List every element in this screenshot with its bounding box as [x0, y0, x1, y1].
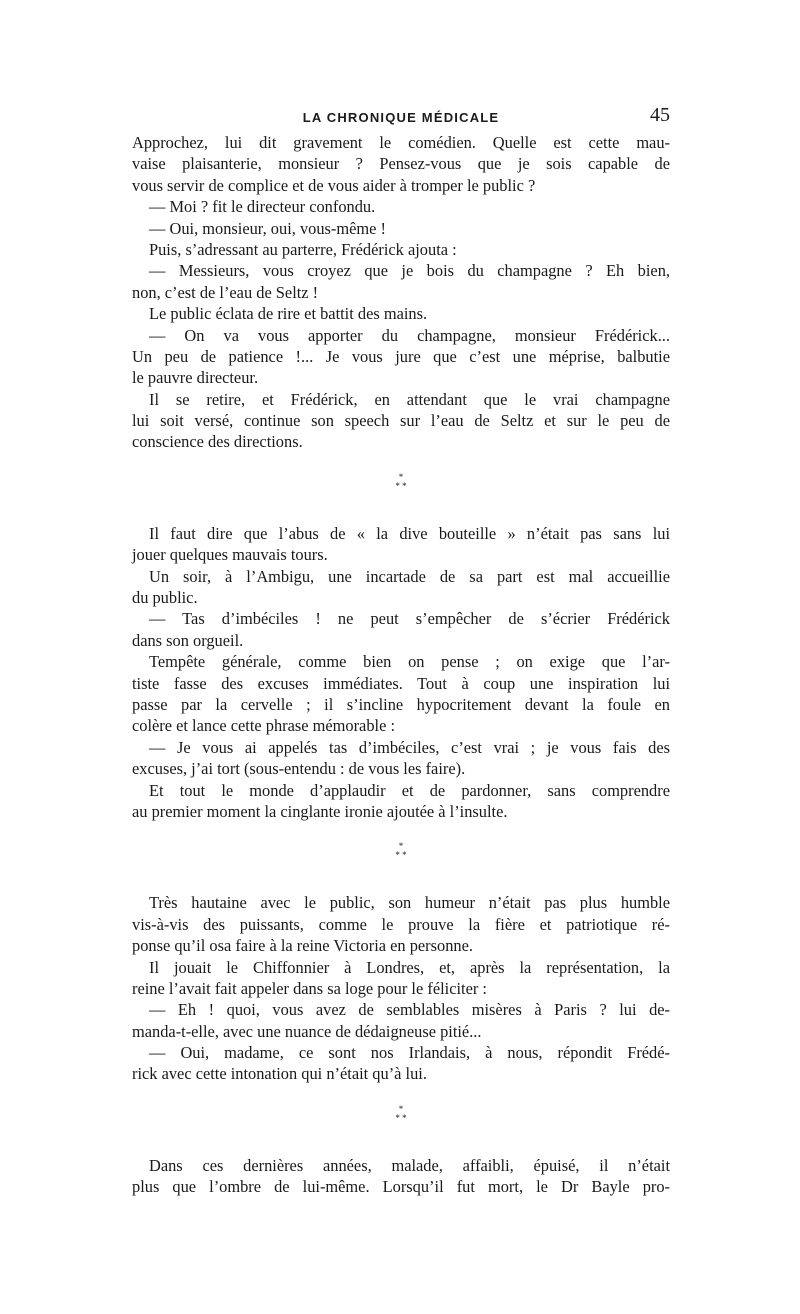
text-line: le pauvre directeur. [132, 368, 259, 388]
text-line: — Je vous ai appelés tas d’imbéciles, c’est vrai ; je vous fais des [149, 737, 670, 757]
text-line: Approchez, lui dit gravement le comédien. Quelle est cette mau- [132, 133, 670, 152]
text-line: — On va vous apporter du champagne, monsieur Frédérick... [149, 325, 670, 345]
running-title: LA CHRONIQUE MÉDICALE [302, 110, 500, 125]
text-line: — Tas d’imbéciles ! ne peut s’empêcher de s’écrier Frédérick [149, 609, 670, 629]
text-line: Un peu de patience !... Je vous jure que c’est une méprise, balbutie [132, 346, 670, 366]
text-line: ponse qu’il osa faire à la reine Victoria en personne. [132, 936, 473, 956]
text-line: conscience des directions. [132, 432, 303, 452]
asterism-bottom: * * [395, 1112, 407, 1123]
text-line: Très hautaine avec le public, son humeur n’était pas plus humble [149, 893, 670, 913]
text-line: Dans ces dernières années, malade, affaibli, épuisé, il n’était [149, 1155, 670, 1175]
text-line: au premier moment la cinglante ironie ajoutée à l’insulte. [132, 801, 508, 821]
text-line: non, c’est de l’eau de Seltz ! [132, 282, 319, 302]
asterism-bottom: * * [395, 480, 407, 491]
text-line: Puis, s’adressant au parterre, Frédérick ajouta : [149, 239, 457, 259]
text-section [132, 132, 670, 453]
section-break-asterism [132, 463, 670, 505]
text-line: lui soit versé, continue son speech sur l’eau de Seltz et sur le peu de [132, 411, 670, 431]
text-line: Il se retire, et Frédérick, en attendant que le vrai champagne [149, 389, 670, 409]
section-break-asterism [132, 1095, 670, 1137]
text-line: reine l’avait fait appeler dans sa loge pour le féliciter : [132, 978, 487, 998]
text-line: vous servir de complice et de vous aider à tromper le public ? [132, 175, 536, 195]
text-line: colère et lance cette phrase mémorable : [132, 716, 396, 736]
page-number: 45 [650, 104, 670, 126]
text-line: vis-à-vis des puissants, comme le prouve la fière et patriotique ré- [132, 914, 670, 934]
text-line: Il jouait le Chiffonnier à Londres, et, après la représentation, la [149, 957, 670, 977]
text-section [132, 892, 670, 1085]
text-line: Le public éclata de rire et battit des mains. [149, 304, 428, 324]
asterism-top: * [398, 471, 404, 482]
asterism-top: * [398, 841, 404, 852]
running-head [132, 104, 670, 132]
text-line: jouer quelques mauvais tours. [132, 545, 328, 565]
text-line: — Oui, madame, ce sont nos Irlandais, à nous, répondit Frédé- [149, 1043, 670, 1063]
text-line: Et tout le monde d’applaudir et de pardonner, sans comprendre [149, 780, 670, 800]
text-line: plus que l’ombre de lui-même. Lorsqu’il fut mort, le Dr Bayle pro- [132, 1177, 670, 1197]
asterism-bottom: * * [395, 850, 407, 861]
text-line: Il faut dire que l’abus de « la dive bouteille » n’était pas sans lui [149, 523, 670, 543]
text-line: — Eh ! quoi, vous avez de semblables misères à Paris ? lui de- [149, 1000, 670, 1020]
text-line: — Oui, monsieur, oui, vous-même ! [149, 218, 386, 238]
text-line: passe par la cervelle ; il s’incline hypocritement devant la foule en [132, 694, 670, 714]
section-break-asterism [132, 832, 670, 874]
text-section [132, 1155, 670, 1198]
asterism-top: * [398, 1103, 404, 1114]
text-section [132, 523, 670, 822]
text-line: tiste fasse des excuses immédiates. Tout à coup une inspiration lui [132, 673, 670, 693]
text-line: excuses, j’ai tort (sous-entendu : de vous les faire). [132, 759, 466, 779]
text-line: manda-t-elle, avec une nuance de dédaigneuse pitié... [132, 1021, 482, 1041]
article-body [132, 132, 670, 1198]
text-line: — Moi ? fit le directeur confondu. [149, 197, 376, 217]
text-line: — Messieurs, vous croyez que je bois du champagne ? Eh bien, [149, 261, 670, 281]
text-line: Un soir, à l’Ambigu, une incartade de sa part est mal accueillie [149, 566, 670, 586]
text-line: dans son orgueil. [132, 630, 244, 650]
text-line: Tempête générale, comme bien on pense ; on exige que l’ar- [149, 652, 670, 672]
text-line: rick avec cette intonation qui n’était qu’à lui. [132, 1064, 427, 1084]
text-line: du public. [132, 588, 198, 608]
text-line: vaise plaisanterie, monsieur ? Pensez-vous que je sois capable de [132, 154, 670, 174]
